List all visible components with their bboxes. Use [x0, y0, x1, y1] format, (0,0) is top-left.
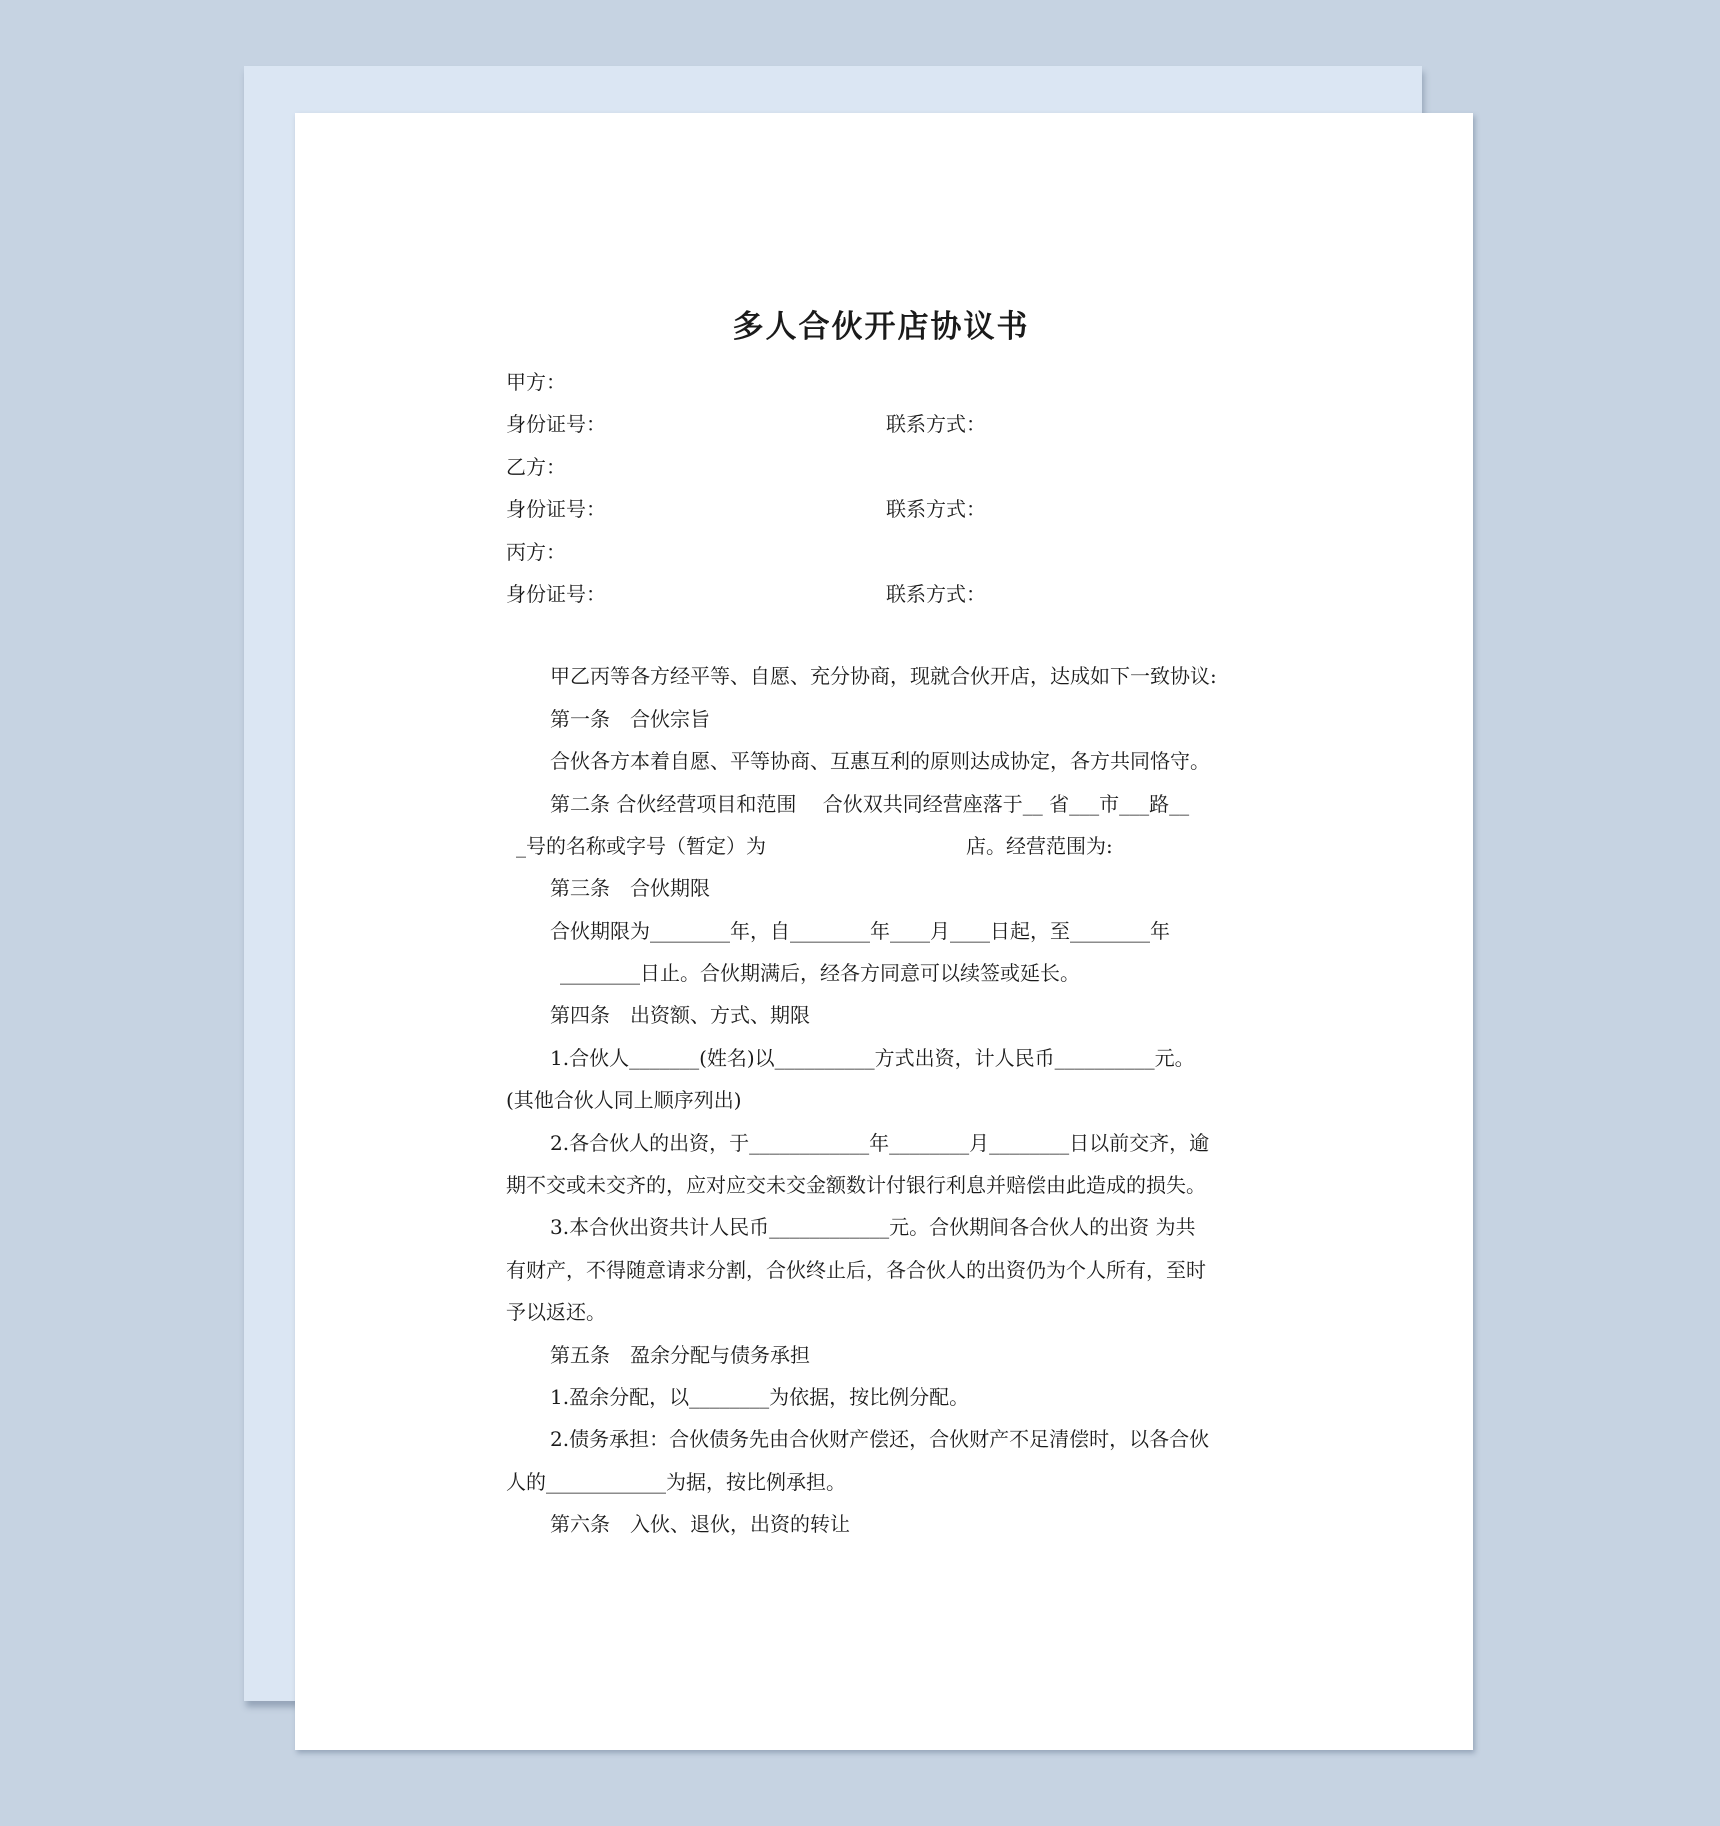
article-3-heading: 第三条 合伙期限	[550, 876, 710, 901]
article-4-item-2-line-2: 期不交或未交齐的，应对应交未交金额数计付银行利息并赔偿由此造成的损失。	[506, 1173, 1206, 1198]
preamble-line: 甲乙丙等各方经平等、自愿、充分协商，现就合伙开店，达成如下一致协议:	[550, 664, 1217, 689]
article-3-text-1: 合伙期限为________年，自________年____月____日起，至________年	[550, 918, 1170, 943]
party-c-line	[506, 531, 1256, 573]
party-b-id-label: 身份证号：	[506, 497, 606, 522]
article-4-item-3-line-3: 予以返还。	[506, 1300, 606, 1325]
party-b-label: 乙方：	[506, 454, 566, 479]
article-4-item-3-line-1: 3.本合伙出资共计人民币____________元。合伙期间各合伙人的出资 为共	[550, 1215, 1196, 1240]
article-4-heading: 第四条 出资额、方式、期限	[550, 1003, 810, 1028]
party-b-contact-label: 联系方式：	[886, 497, 986, 522]
article-4-item-3-line-2: 有财产，不得随意请求分割，合伙终止后，各合伙人的出资仍为个人所有，至时	[506, 1257, 1206, 1282]
article-4-item-1: 1.合伙人_______(姓名)以__________方式出资，计人民币__________元。	[550, 1045, 1195, 1070]
article-1-heading: 第一条 合伙宗旨	[550, 706, 710, 731]
document-page	[295, 113, 1473, 1750]
article-5-heading: 第五条 盈余分配与债务承担	[550, 1342, 810, 1367]
party-a-id-line	[506, 403, 1256, 445]
section-gap	[506, 615, 1256, 655]
document-body	[506, 303, 1256, 1546]
article-4-item-1-note: (其他合伙人同上顺序列出)	[506, 1088, 742, 1113]
article-4-item-2-line-1: 2.各合伙人的出资，于____________年________月________日以前交齐，逾	[550, 1130, 1210, 1155]
party-c-contact-label: 联系方式：	[886, 581, 986, 606]
party-c-id-line	[506, 573, 1256, 615]
article-5-item-2-line-2: 人的____________为据，按比例承担。	[506, 1469, 846, 1494]
party-b-id-line	[506, 488, 1256, 530]
article-2-text: _号的名称或字号（暂定）为 店。经营范围为:	[516, 833, 1113, 858]
article-3-text-2: ________日止。合伙期满后，经各方同意可以续签或延长。	[560, 961, 1080, 986]
article-1-text: 合伙各方本着自愿、平等协商、互惠互利的原则达成协定，各方共同恪守。	[550, 749, 1210, 774]
party-c-id-label: 身份证号：	[506, 581, 606, 606]
party-a-id-label: 身份证号：	[506, 412, 606, 437]
document-title: 多人合伙开店协议书	[732, 309, 1030, 345]
article-6-heading: 第六条 入伙、退伙，出资的转让	[550, 1512, 850, 1537]
party-a-contact-label: 联系方式：	[886, 412, 986, 437]
party-c-label: 丙方：	[506, 539, 566, 564]
party-a-line	[506, 361, 1256, 403]
article-5-item-1: 1.盈余分配，以________为依据，按比例分配。	[550, 1384, 970, 1409]
article-2-heading: 第二条 合伙经营项目和范围 合伙双共同经营座落于__ 省___市___路__	[550, 791, 1190, 816]
article-5-item-2-line-1: 2.债务承担：合伙债务先由合伙财产偿还，合伙财产不足清偿时，以各合伙	[550, 1427, 1210, 1452]
party-a-label: 甲方：	[506, 370, 566, 394]
party-b-line	[506, 446, 1256, 488]
